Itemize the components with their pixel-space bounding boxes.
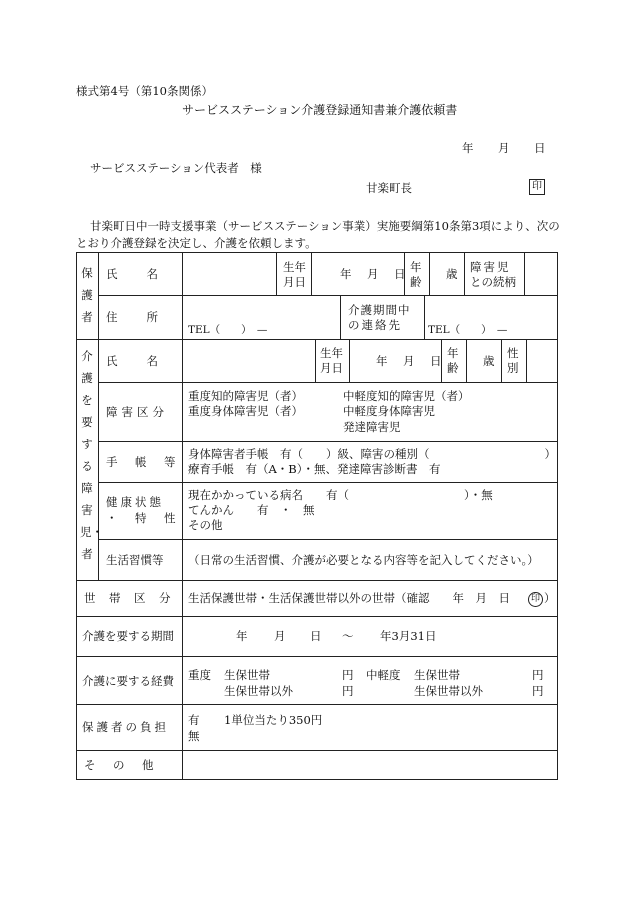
sender-name: 甘楽町長	[366, 181, 412, 195]
guardian-age-label-1: 年	[410, 260, 422, 274]
household-seal: 印	[528, 590, 543, 607]
period-year: 年	[236, 629, 248, 643]
burden-rate: 1単位当たり350円	[224, 713, 323, 727]
habits-label: 生活習慣等	[106, 553, 164, 567]
period-month: 月	[274, 629, 286, 643]
handbook-line-2: 療育手帳 有（A・B）・無、発達障害診断書 有	[188, 462, 441, 476]
guardian-birth-label-1: 生年	[283, 260, 306, 274]
period-tilde: 〜	[342, 629, 354, 643]
health-line-3: その他	[188, 518, 223, 532]
period-day: 日	[310, 629, 322, 643]
cost-mid-welfare-yen: 円	[532, 668, 544, 682]
disability-label: 障害区分	[106, 405, 168, 419]
cost-heavy-nonwelfare: 生保世帯以外	[224, 684, 293, 698]
health-line-1: 現在かかっている病名 有（ ）・無	[188, 488, 493, 502]
handbook-line-1: 身体障害者手帳 有（ ）級、障害の種別（ ）	[188, 447, 556, 461]
addressee: サービスステーション代表者 様	[90, 161, 262, 175]
cost-heavy-welfare: 生保世帯	[224, 668, 270, 682]
seal-square: 印	[529, 179, 545, 195]
burden-no: 無	[188, 729, 200, 743]
guardian-tel: TEL（ ） —	[188, 324, 268, 336]
guardian-birth-label-2: 月日	[283, 275, 306, 289]
document-title: サービスステーション介護登録通知書兼介護依頼書	[182, 103, 458, 117]
cost-mid-welfare: 生保世帯	[414, 668, 460, 682]
sex-label-1: 性	[507, 346, 519, 360]
date-month-label: 月	[498, 141, 510, 155]
relation-label-1: 障害児	[470, 260, 511, 274]
contact-tel: TEL（ ） —	[428, 324, 508, 336]
disability-option-heavy-physical: 重度身体障害児（者）	[188, 404, 303, 418]
relation-label-2: との続柄	[470, 275, 516, 289]
cost-label: 介護に要する経費	[82, 674, 174, 688]
handbook-label: 手 帳 等	[106, 455, 179, 469]
habits-note: （日常の生活習慣、介護が必要となる内容等を記入してください。）	[188, 553, 539, 567]
child-section-label: 介護を要する障害児・者	[80, 349, 103, 561]
date-day-label: 日	[534, 141, 546, 155]
disability-option-mid-intellectual: 中軽度知的障害児（者）	[343, 389, 470, 403]
intro-line-1: 甘楽町日中一時支援事業（サービスステーション事業）実施要綱第10条第3項により、次の	[90, 219, 560, 233]
contact-label-1: 介護期間中	[348, 303, 411, 317]
other-label: そ の 他	[84, 758, 157, 772]
contact-label-2: の連絡先	[348, 318, 402, 332]
guardian-birth-ymd: 年 月 日	[340, 267, 408, 281]
burden-yes: 有	[188, 713, 200, 727]
cost-mid-nonwelfare: 生保世帯以外	[414, 684, 483, 698]
child-birth-label-2: 月日	[320, 361, 343, 375]
child-age-unit: 歳	[483, 354, 495, 368]
guardian-age-label-2: 齢	[410, 275, 422, 289]
guardian-name-label: 氏 名	[106, 267, 160, 281]
form-number: 様式第4号（第10条関係）	[76, 84, 213, 98]
disability-option-mid-physical: 中軽度身体障害児	[343, 404, 435, 418]
child-age-label-2: 齢	[447, 361, 459, 375]
child-birth-ymd: 年 月 日	[376, 354, 444, 368]
cost-heavy-welfare-yen: 円	[342, 668, 354, 682]
sex-label-2: 別	[507, 361, 519, 375]
child-name-label: 氏 名	[106, 354, 160, 368]
guardian-address-label: 住 所	[106, 310, 160, 324]
household-label: 世 帯 区 分	[84, 591, 172, 605]
guardian-age-unit: 歳	[446, 267, 458, 281]
intro-line-2: とおり介護登録を決定し、介護を依頼します。	[76, 236, 317, 250]
disability-option-heavy-intellectual: 重度知的障害児（者）	[188, 389, 303, 403]
health-line-2: てんかん 有 ・ 無	[188, 503, 315, 517]
period-label: 介護を要する期間	[82, 629, 174, 643]
cost-heavy-label: 重度	[188, 668, 211, 682]
date-year-label: 年	[462, 141, 474, 155]
cost-mid-label: 中軽度	[366, 668, 401, 682]
cost-heavy-nonwelfare-yen: 円	[342, 684, 354, 698]
disability-option-developmental: 発達障害児	[343, 420, 401, 434]
health-label-2: ・ 特 性	[106, 511, 179, 525]
period-end: 年3月31日	[380, 629, 437, 643]
child-age-label-1: 年	[447, 346, 459, 360]
cost-mid-nonwelfare-yen: 円	[532, 684, 544, 698]
health-label-1: 健康状態	[106, 495, 164, 509]
guardian-section-label: 保護者	[81, 266, 93, 324]
household-text: 生活保護世帯・生活保護世帯以外の世帯（確認 年 月 日	[188, 591, 510, 605]
child-birth-label-1: 生年	[320, 346, 343, 360]
burden-label: 保護者の負担	[82, 720, 169, 734]
